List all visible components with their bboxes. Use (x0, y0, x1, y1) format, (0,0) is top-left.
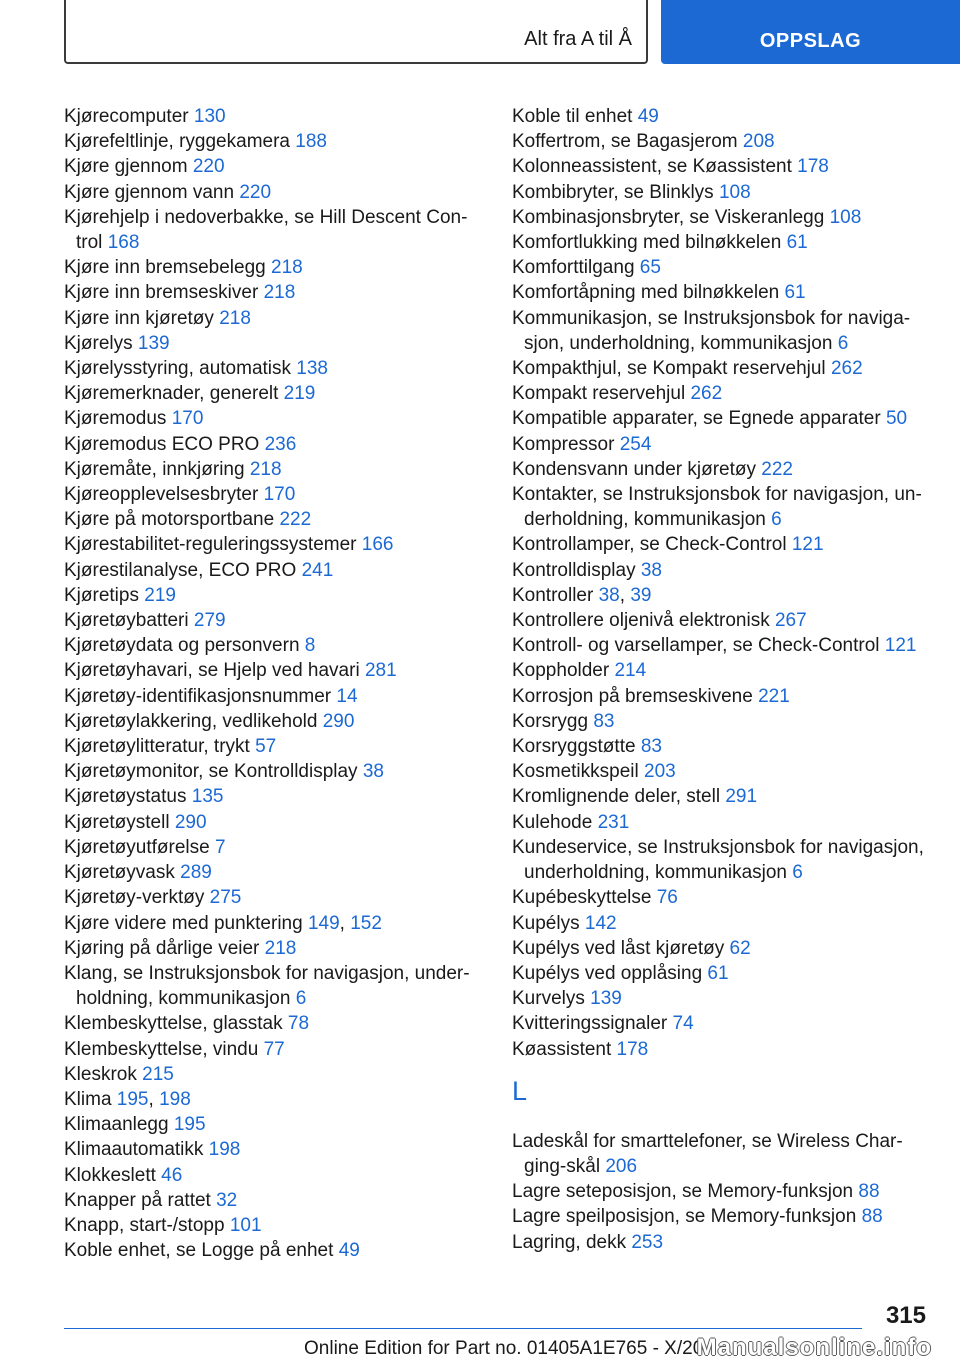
page-link[interactable]: 215 (142, 1063, 174, 1085)
index-entry (512, 1230, 932, 1255)
page-link[interactable]: 121 (884, 635, 917, 657)
page-link[interactable]: 61 (786, 232, 808, 254)
page-link[interactable]: 74 (672, 1013, 694, 1035)
page-link[interactable]: 222 (761, 458, 793, 480)
index-entry (64, 306, 484, 331)
page-link[interactable]: 49 (338, 1240, 360, 1262)
index-entry (512, 734, 932, 759)
index-term: Kundeservice, se Instruksjonsbok for navigasjon, underholdning, kommunikasjon (512, 836, 924, 884)
index-entry (64, 406, 484, 431)
index-term: Korsrygg (512, 710, 589, 732)
index-entry (512, 280, 932, 305)
page-link[interactable]: 83 (640, 736, 662, 758)
index-term: Køassistent (512, 1038, 612, 1060)
index-term: Kosmetikkspeil (512, 761, 639, 783)
index-entry (512, 835, 932, 885)
page-link[interactable]: 170 (263, 484, 296, 506)
index-term: Komforttilgang (512, 257, 635, 279)
index-entry (64, 633, 484, 658)
page-link[interactable]: 6 (295, 988, 307, 1010)
index-term: Knapp, start-/stopp (64, 1214, 225, 1236)
index-term: Kjørecomputer (64, 106, 189, 127)
index-entry (64, 734, 484, 759)
index-entry (64, 1037, 484, 1062)
page-link[interactable]: 139 (137, 332, 170, 354)
page-link[interactable]: 281 (364, 660, 397, 682)
page-link[interactable]: 38 (598, 584, 620, 606)
index-term: Kjøretøyvask (64, 862, 175, 884)
page-link[interactable]: 108 (829, 206, 862, 228)
page-link[interactable]: 168 (107, 232, 140, 254)
index-entry (64, 936, 484, 961)
index-term: Kjøre gjennom (64, 156, 188, 178)
page-link[interactable]: 61 (707, 962, 729, 984)
index-entry (64, 507, 484, 532)
index-term: Kjøremodus (64, 408, 167, 430)
index-term: Kolonneassistent, se Køassistent (512, 156, 792, 178)
index-entry (64, 205, 484, 255)
index-term: Koble enhet, se Logge på enhet (64, 1240, 334, 1262)
index-entry (512, 1204, 932, 1229)
index-term: Kjøremodus ECO PRO (64, 433, 260, 455)
page-link[interactable]: 222 (279, 509, 312, 531)
index-column-right (512, 104, 932, 1255)
page-link[interactable]: 218 (264, 937, 297, 959)
index-term: Kupélys ved låst kjøretøy (512, 937, 725, 959)
index-entry (64, 1188, 484, 1213)
page-link[interactable]: 218 (271, 257, 303, 279)
index-term: Korsryggstøtte (512, 736, 636, 758)
index-term: Klang, se Instruksjonsbok for navigasjon, under‐ holdning, kommunikasjon (64, 962, 470, 1010)
index-term: Klima (64, 1088, 112, 1110)
page-link[interactable]: 138 (296, 358, 328, 380)
index-term: Kulehode (512, 811, 593, 833)
page-link[interactable]: 77 (263, 1038, 285, 1060)
index-term: Kjøre på motorsportbane (64, 509, 275, 531)
page-link[interactable]: 78 (287, 1013, 310, 1035)
index-entry (512, 255, 932, 280)
index-entry (64, 583, 484, 608)
index-term: Kjørelysstyring, automatisk (64, 358, 292, 380)
index-entry (512, 936, 932, 961)
page-link[interactable]: 108 (718, 181, 751, 203)
header-section-title: Alt fra A til Å (524, 28, 632, 50)
page-link[interactable]: 65 (639, 257, 661, 279)
index-entry: Kontroller 38, 39 (512, 584, 652, 606)
index-term: Kombinasjonsbryter, se Viskeranlegg (512, 206, 825, 228)
index-entry (512, 608, 932, 633)
index-term: Koffertrom, se Bagasjerom (512, 131, 738, 153)
page-link[interactable]: 290 (174, 811, 207, 833)
page-link[interactable]: 57 (255, 736, 277, 758)
header-tab-label: OPPSLAG (759, 30, 862, 52)
page-link[interactable]: 149 (307, 912, 340, 934)
index-entry (64, 356, 484, 381)
index-entry (512, 1179, 932, 1204)
page-link[interactable]: 279 (193, 610, 226, 632)
index-term: Kontakter, se Instruksjonsbok for navigasjon, un‐ derholdning, kommunikasjon (512, 484, 922, 531)
index-term: Kjøretøybatteri (64, 610, 189, 632)
page-link[interactable]: 101 (229, 1214, 262, 1236)
page-link[interactable]: 208 (742, 131, 775, 153)
page-link[interactable]: 88 (861, 1206, 883, 1228)
index-entry (512, 911, 932, 936)
index-entry (512, 306, 932, 356)
index-entry (512, 406, 932, 431)
index-entry (512, 986, 932, 1011)
page-link[interactable]: 219 (283, 383, 316, 405)
index-term: Kjørehjelp i nedoverbakke, se Hill Descent Con‐ trol (64, 206, 468, 254)
page-link[interactable]: 291 (725, 786, 758, 808)
index-entry (64, 129, 484, 154)
page-link[interactable]: 214 (614, 660, 647, 682)
index-entry (64, 1137, 484, 1162)
index-term: Kjøretøylitteratur, trykt (64, 736, 250, 758)
index-term: Lagring, dekk (512, 1231, 627, 1253)
page-link[interactable]: 218 (219, 307, 251, 329)
index-term: Kommunikasjon, se Instruksjonsbok for naviga‐ sjon, underholdning, kommunikasjon (512, 307, 911, 354)
index-term: Kjørelys (64, 332, 133, 354)
page-link[interactable]: 290 (322, 710, 355, 732)
index-term: Kjøretøystell (64, 811, 170, 833)
index-term: Kondensvann under kjøretøy (512, 458, 756, 480)
index-term: Lagre speilposisjon, se Memory-funksjon (512, 1206, 857, 1228)
index-term: Koppholder (512, 660, 610, 682)
index-group-l (512, 1129, 932, 1255)
page-link[interactable]: 8 (304, 635, 316, 657)
index-term: Kjøremåte, innkjøring (64, 458, 245, 480)
index-term: Klimaautomatikk (64, 1139, 204, 1161)
index-term: Kvitteringssignaler (512, 1013, 668, 1035)
page-link[interactable]: 6 (837, 332, 849, 354)
page-link[interactable]: 139 (590, 988, 622, 1010)
page-link[interactable]: 195 (116, 1088, 149, 1110)
index-entry (64, 1163, 484, 1188)
page-link[interactable]: 166 (361, 534, 394, 556)
page-link[interactable]: 220 (192, 156, 225, 178)
index-entry (64, 180, 484, 205)
page-link[interactable]: 49 (637, 106, 659, 127)
index-entry (64, 1011, 484, 1036)
index-entry (64, 709, 484, 734)
page-link[interactable]: 121 (791, 534, 824, 556)
page-link[interactable]: 220 (239, 181, 272, 203)
page-link[interactable]: 198 (159, 1088, 191, 1110)
index-entry (64, 457, 484, 482)
page-link[interactable]: 32 (216, 1189, 238, 1211)
index-term: Kompressor (512, 433, 615, 455)
index-entry (512, 709, 932, 734)
index-entry (512, 885, 932, 910)
index-entry (64, 381, 484, 406)
index-entry (512, 482, 932, 532)
index-entry (512, 356, 932, 381)
index-term: Komfortlukking med bilnøkkelen (512, 232, 782, 254)
index-term: Kompakt reservehjul (512, 383, 686, 405)
header-section-box (64, 0, 648, 64)
index-term: Komfortåpning med bilnøkkelen (512, 282, 780, 304)
index-term: Korrosjon på bremseskivene (512, 685, 753, 707)
page-link[interactable]: 7 (214, 836, 226, 858)
index-term: Kjøretøydata og personvern (64, 635, 300, 657)
page-link[interactable]: 152 (350, 912, 382, 934)
index-term: Koble til enhet (512, 106, 633, 127)
index-term: Kjøretips (64, 584, 139, 606)
index-entry (512, 558, 932, 583)
index-term: Kjøretøylakkering, vedlikehold (64, 710, 318, 732)
page-link[interactable]: 203 (644, 761, 676, 783)
footer-divider (64, 1328, 862, 1329)
page-link[interactable]: 76 (656, 887, 678, 909)
index-entry (64, 1213, 484, 1238)
index-entry (512, 532, 932, 557)
index-entry (512, 129, 932, 154)
page-link[interactable]: 178 (797, 156, 829, 178)
index-term: Kombibryter, se Blinklys (512, 181, 714, 203)
page-link[interactable]: 38 (640, 559, 662, 581)
index-entry (512, 457, 932, 482)
index-entry (64, 835, 484, 860)
index-term: Kontrolldisplay (512, 559, 636, 581)
index-term: Kjøretøy-verktøy (64, 887, 205, 909)
index-term: Kompakthjul, se Kompakt reservehjul (512, 358, 826, 380)
index-entry (512, 1011, 932, 1036)
index-entry (64, 658, 484, 683)
index-entry (512, 784, 932, 809)
page-link[interactable]: 178 (616, 1038, 649, 1060)
index-term: Kjøre gjennom vann (64, 181, 235, 203)
index-term: Kjøretøyutførelse (64, 836, 210, 858)
page-link[interactable]: 135 (191, 786, 224, 808)
index-term: Kontrollere oljenivå elektronisk (512, 610, 770, 632)
page-link[interactable]: 39 (630, 584, 652, 606)
page-link[interactable]: 218 (249, 458, 282, 480)
index-entry (512, 658, 932, 683)
index-term: Kjøretøyhavari, se Hjelp ved havari (64, 660, 360, 682)
index-term: Kjøreopplevelsesbryter (64, 484, 259, 506)
index-term: Kupélys ved opplåsing (512, 962, 703, 984)
index-entry (64, 961, 484, 1011)
page-link[interactable]: 254 (619, 433, 652, 455)
page-link[interactable]: 262 (690, 383, 723, 405)
index-entry (64, 331, 484, 356)
page-link[interactable]: 253 (631, 1231, 664, 1253)
page-link[interactable]: 38 (362, 761, 384, 783)
index-entry (512, 684, 932, 709)
index-entry (64, 280, 484, 305)
index-term: Kjørestabilitet-reguleringssystemer (64, 534, 357, 556)
index-entry (512, 104, 932, 129)
index-term: Kjøremerknader, generelt (64, 383, 279, 405)
page-link[interactable]: 198 (208, 1139, 241, 1161)
index-entry (64, 860, 484, 885)
index-entry (64, 532, 484, 557)
page-link[interactable]: 289 (180, 862, 212, 884)
index-entry (512, 230, 932, 255)
index-term: Ladeskål for smarttelefoner, se Wireless Char‐ ging-skål (512, 1130, 903, 1177)
index-term: Kjøre videre med punktering (64, 912, 303, 934)
index-entry (64, 1062, 484, 1087)
index-term: Klembeskyttelse, vindu (64, 1038, 259, 1060)
page-link[interactable]: 83 (593, 710, 615, 732)
index-entry (512, 180, 932, 205)
index-entry: Kjøre videre med punktering 149, 152 (64, 912, 382, 934)
index-entry (64, 154, 484, 179)
page-link[interactable]: 241 (301, 559, 334, 581)
index-entry (64, 1238, 484, 1263)
footer-edition: Online Edition for Part no. 01405A1E765 - X/20 (304, 1338, 704, 1359)
page-link[interactable]: 6 (771, 509, 782, 531)
index-entry (512, 432, 932, 457)
index-term: Kjøretøy-identifikasjonsnummer (64, 685, 332, 707)
index-entry (512, 205, 932, 230)
index-entry (64, 432, 484, 457)
index-term: Kupélys (512, 912, 580, 934)
page-link[interactable]: 88 (858, 1181, 880, 1203)
index-term: Kjøre inn bremsebelegg (64, 257, 266, 279)
index-term: Kupébeskyttelse (512, 887, 652, 909)
page-link[interactable]: 62 (729, 937, 751, 959)
page-link[interactable]: 236 (264, 433, 297, 455)
index-entry (512, 810, 932, 835)
page-link[interactable]: 14 (336, 685, 358, 707)
page-link[interactable]: 219 (144, 584, 176, 606)
index-term: Kontrollamper, se Check-Control (512, 534, 787, 556)
page-number: 315 (885, 1302, 926, 1329)
index-group-k (512, 104, 932, 1062)
index-entry (64, 104, 484, 129)
index-term: Kjørestilanalyse, ECO PRO (64, 559, 297, 581)
index-entry (512, 961, 932, 986)
page-link[interactable]: 206 (605, 1155, 638, 1177)
index-entry (64, 810, 484, 835)
page-link[interactable]: 195 (173, 1114, 206, 1136)
index-entry (512, 1129, 932, 1179)
index-term: Klembeskyttelse, glasstak (64, 1013, 283, 1035)
index-entry (512, 1037, 932, 1062)
page-link[interactable]: 130 (193, 106, 226, 127)
index-entry (512, 381, 932, 406)
index-entry (64, 684, 484, 709)
page-link[interactable]: 275 (209, 887, 242, 909)
index-term: Kjøre inn bremseskiver (64, 282, 259, 304)
index-term: Kontroller (512, 584, 594, 606)
header-tab[interactable] (661, 0, 960, 64)
index-term: Kjøre inn kjøretøy (64, 307, 214, 329)
index-term: Kjøretøystatus (64, 786, 187, 808)
index-term: Knapper på rattet (64, 1189, 211, 1211)
index-term: Kurvelys (512, 988, 585, 1010)
index-term: Kompatible apparater, se Egnede apparater (512, 408, 881, 430)
index-term: Kleskrok (64, 1063, 137, 1085)
index-column-left (64, 104, 484, 1263)
index-term: Kontroll- og varsellamper, se Check-Control (512, 635, 880, 657)
page-link[interactable]: 50 (885, 408, 908, 430)
page-link[interactable]: 46 (161, 1164, 183, 1186)
index-entry (64, 558, 484, 583)
page-link[interactable]: 142 (584, 912, 617, 934)
index-entry (64, 759, 484, 784)
index-entry (64, 885, 484, 910)
index-entry (64, 482, 484, 507)
page-link[interactable]: 262 (830, 358, 863, 380)
index-entry (64, 784, 484, 809)
index-entry (64, 1112, 484, 1137)
index-term: Kjørefeltlinje, ryggekamera (64, 131, 290, 153)
watermark-logo: Manualsonline.info (696, 1334, 932, 1361)
index-entry (512, 759, 932, 784)
index-term: Kjøretøymonitor, se Kontrolldisplay (64, 761, 358, 783)
page-link[interactable]: 6 (792, 862, 803, 884)
index-entry (64, 255, 484, 280)
index-term: Kromlignende deler, stell (512, 786, 721, 808)
index-entry (512, 633, 932, 658)
page-link[interactable]: 221 (758, 685, 790, 707)
index-term: Klimaanlegg (64, 1114, 169, 1136)
page-link[interactable]: 218 (263, 282, 296, 304)
page-link[interactable]: 188 (295, 131, 327, 153)
page-link[interactable]: 61 (784, 282, 806, 304)
index-entry: Klima 195, 198 (64, 1088, 191, 1110)
index-entry (64, 608, 484, 633)
index-term: Kjøring på dårlige veier (64, 937, 260, 959)
index-term: Klokkeslett (64, 1164, 156, 1186)
index-term: Lagre seteposisjon, se Memory-funksjon (512, 1181, 854, 1203)
page-link[interactable]: 231 (597, 811, 630, 833)
page-link[interactable]: 170 (171, 408, 204, 430)
index-entry (512, 154, 932, 179)
section-letter: L (512, 1075, 528, 1106)
page-link[interactable]: 267 (774, 610, 807, 632)
